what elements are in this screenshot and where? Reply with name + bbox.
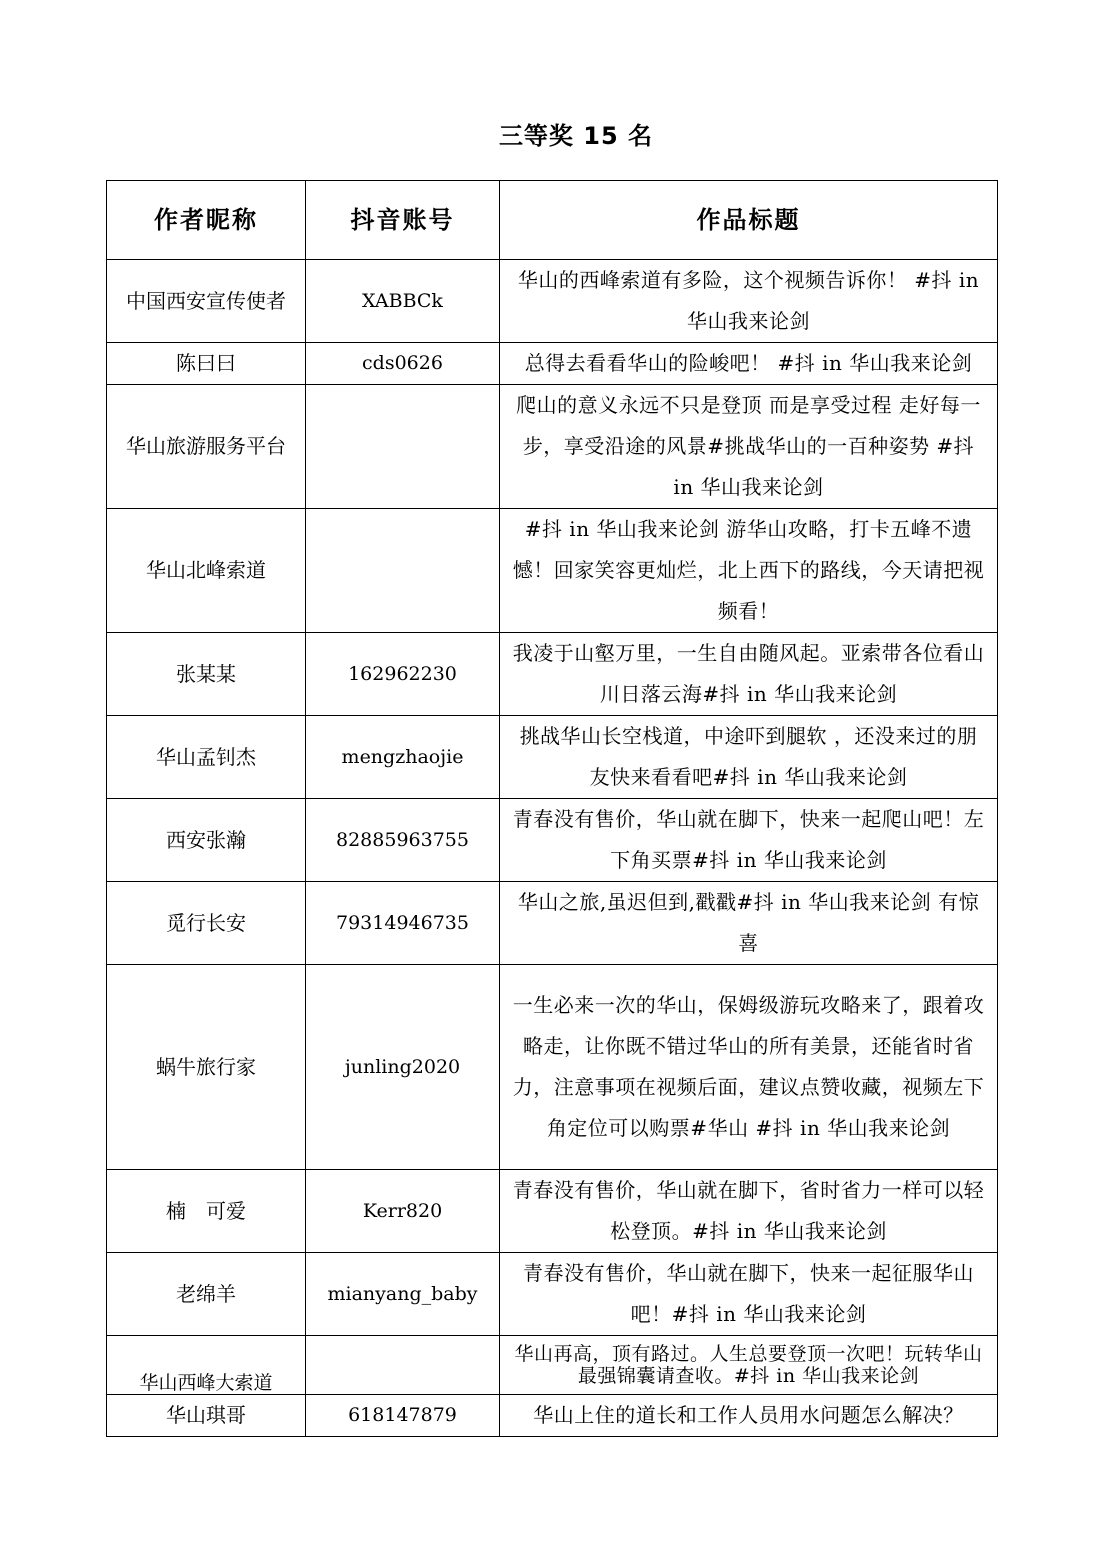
cell-account: Kerr820 <box>306 1170 500 1253</box>
table-row <box>107 1253 998 1336</box>
cell-nickname: 华山琪哥 <box>107 1395 306 1437</box>
cell-account: 618147879 <box>306 1395 500 1437</box>
table-row <box>107 1395 998 1437</box>
table-row <box>107 716 998 799</box>
cell-account: XABBCk <box>306 260 500 343</box>
page-title: 三等奖 15 名 <box>498 122 654 150</box>
header-nickname: 作者昵称 <box>107 181 306 260</box>
table-row <box>107 882 998 965</box>
table-row <box>107 799 998 882</box>
cell-account <box>306 1336 500 1395</box>
cell-nickname: 西安张瀚 <box>107 799 306 882</box>
cell-nickname: 楠 可爱 <box>107 1170 306 1253</box>
cell-work-title: 一生必来一次的华山，保姆级游玩攻略来了，跟着攻略走，让你既不错过华山的所有美景，还能省时省力，注意事项在视频后面，建议点赞收藏，视频左下角定位可以购票#华山 #抖 in 华山我来论剑 <box>500 965 998 1170</box>
cell-account: 82885963755 <box>306 799 500 882</box>
awards-table <box>106 180 998 1437</box>
cell-work-title: 华山的西峰索道有多险，这个视频告诉你！ #抖 in 华山我来论剑 <box>500 260 998 343</box>
table-row <box>107 633 998 716</box>
cell-nickname: 华山旅游服务平台 <box>107 385 306 509</box>
cell-work-title: #抖 in 华山我来论剑 游华山攻略，打卡五峰不遗憾！回家笑容更灿烂，北上西下的路线，今天请把视频看！ <box>500 509 998 633</box>
cell-account: mengzhaojie <box>306 716 500 799</box>
table-row <box>107 965 998 1170</box>
cell-nickname: 华山孟钊杰 <box>107 716 306 799</box>
table-row <box>107 343 998 385</box>
table-header-row <box>107 181 998 260</box>
table-row <box>107 1336 998 1395</box>
cell-nickname: 蜗牛旅行家 <box>107 965 306 1170</box>
cell-account: 79314946735 <box>306 882 500 965</box>
cell-account <box>306 509 500 633</box>
cell-work-title: 华山之旅,虽迟但到,戳戳#抖 in 华山我来论剑 有惊喜 <box>500 882 998 965</box>
cell-nickname: 陈曰曰 <box>107 343 306 385</box>
table-row <box>107 509 998 633</box>
cell-nickname: 华山西峰大索道 <box>107 1336 306 1395</box>
cell-work-title: 青春没有售价，华山就在脚下，省时省力一样可以轻松登顶。#抖 in 华山我来论剑 <box>500 1170 998 1253</box>
cell-work-title: 我凌于山壑万里，一生自由随风起。亚索带各位看山川日落云海#抖 in 华山我来论剑 <box>500 633 998 716</box>
cell-nickname: 张某某 <box>107 633 306 716</box>
cell-nickname: 中国西安宣传使者 <box>107 260 306 343</box>
cell-account: cds0626 <box>306 343 500 385</box>
table-row <box>107 385 998 509</box>
header-account: 抖音账号 <box>306 181 500 260</box>
cell-work-title: 青春没有售价，华山就在脚下，快来一起征服华山吧！#抖 in 华山我来论剑 <box>500 1253 998 1336</box>
cell-account: junling2020 <box>306 965 500 1170</box>
cell-work-title: 总得去看看华山的险峻吧！ #抖 in 华山我来论剑 <box>500 343 998 385</box>
cell-work-title: 华山上住的道长和工作人员用水问题怎么解决？ <box>500 1395 998 1437</box>
cell-work-title: 挑战华山长空栈道，中途吓到腿软 ，还没来过的朋友快来看看吧#抖 in 华山我来论剑 <box>500 716 998 799</box>
header-work-title: 作品标题 <box>500 181 998 260</box>
cell-nickname: 华山北峰索道 <box>107 509 306 633</box>
cell-nickname: 老绵羊 <box>107 1253 306 1336</box>
table-row <box>107 1170 998 1253</box>
cell-work-title: 爬山的意义永远不只是登顶 而是享受过程 走好每一步，享受沿途的风景#挑战华山的一百种姿势 #抖 in 华山我来论剑 <box>500 385 998 509</box>
cell-account: 162962230 <box>306 633 500 716</box>
cell-account: mianyang_baby <box>306 1253 500 1336</box>
cell-nickname: 觅行长安 <box>107 882 306 965</box>
cell-work-title: 青春没有售价，华山就在脚下，快来一起爬山吧！左下角买票#抖 in 华山我来论剑 <box>500 799 998 882</box>
table-row <box>107 260 998 343</box>
cell-account <box>306 385 500 509</box>
cell-work-title: 华山再高，顶有路过。人生总要登顶一次吧！玩转华山最强锦囊请查收。#抖 in 华山我来论剑 <box>500 1336 998 1395</box>
